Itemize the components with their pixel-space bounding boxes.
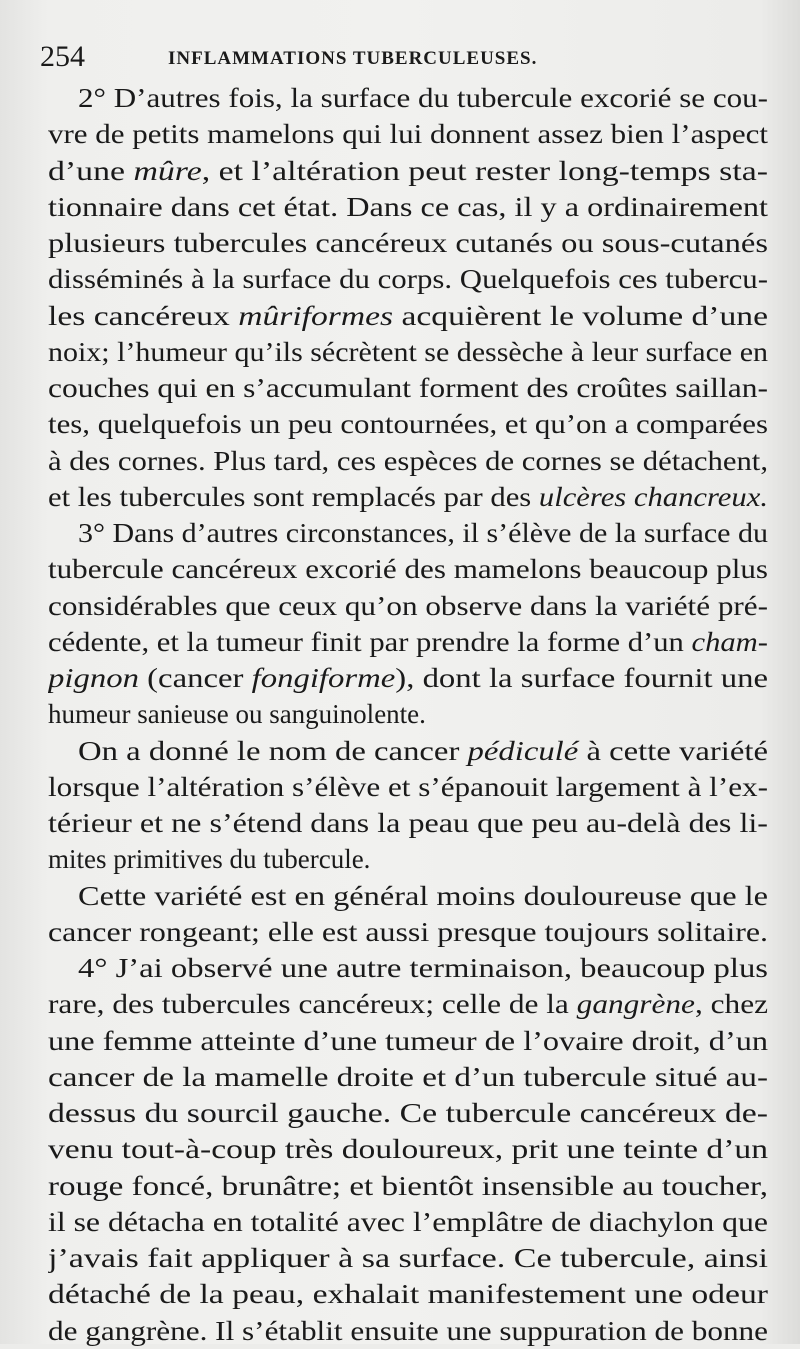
text-run: 2° D’autres fois, la surface du tubercule excorié se cou- <box>78 83 768 113</box>
text-line-content <box>48 1131 768 1167</box>
text-run: couches qui en s’accumulant forment des croûtes saillan- <box>48 373 768 403</box>
italic-text: pignon <box>48 663 139 693</box>
text-run: une femme atteinte d’une tumeur de l’ovaire droit, d’un <box>48 1025 768 1056</box>
text-run: térieur et ne s’étend dans la peau que peu au-delà des li- <box>48 808 768 838</box>
text-line-content <box>48 443 768 479</box>
text-run: disséminés à la surface du corps. Quelquefois ces tubercu- <box>48 264 768 295</box>
text-line <box>48 733 768 769</box>
text-line <box>48 805 768 841</box>
text-line-content <box>48 298 768 334</box>
text-run: On a donné le nom de cancer <box>78 735 468 766</box>
text-run: 3° Dans d’autres circonstances, il s’élève de la surface du <box>78 518 768 548</box>
text-line-content <box>48 1095 768 1131</box>
text-line <box>48 479 768 515</box>
text-run: noix; l’humeur qu’ils sécrètent se dessèche à leur surface en <box>48 336 768 367</box>
text-line-content <box>78 950 768 986</box>
text-run: tubercule cancéreux excorié des mamelons beaucoup plus <box>48 554 768 585</box>
text-line <box>48 1240 768 1276</box>
text-run: acquièrent le volume d’une <box>393 300 768 331</box>
page-header <box>40 40 760 80</box>
text-run: de gangrène. Il s’établit ensuite une suppuration de bonne <box>48 1315 768 1346</box>
italic-text: cham- <box>691 626 768 657</box>
italic-text: ulcères chancreux. <box>538 481 768 512</box>
text-run: il se détacha en totalité avec l’emplâtre de diachylon que <box>48 1206 768 1237</box>
text-line <box>48 1204 768 1240</box>
text-line <box>48 225 768 261</box>
text-line <box>48 261 768 297</box>
text-line <box>48 189 768 225</box>
body-text <box>48 80 768 1349</box>
text-line <box>48 153 768 189</box>
text-line <box>48 334 768 370</box>
text-line-content <box>48 1168 768 1204</box>
text-run: cancer de la mamelle droite et d’un tubercule situé au- <box>48 1061 768 1092</box>
text-line <box>48 696 768 732</box>
text-line <box>48 1023 768 1059</box>
running-title: INFLAMMATIONS TUBERCULEUSES. <box>168 48 538 69</box>
text-line <box>48 406 768 442</box>
text-line-content <box>48 225 768 261</box>
text-line-content <box>48 189 768 225</box>
text-run: vre de petits mamelons qui lui donnent assez bien l’aspect <box>48 119 768 150</box>
text-line-content <box>48 479 768 515</box>
italic-text: fongiforme <box>251 663 396 693</box>
text-line <box>48 841 768 877</box>
text-line <box>48 624 768 660</box>
text-line <box>48 298 768 334</box>
text-run: rouge foncé, brunâtre; et bientôt insensible au toucher, <box>48 1170 768 1201</box>
text-line <box>48 1131 768 1167</box>
text-run: les cancéreux <box>48 300 239 331</box>
text-line-content <box>78 515 768 551</box>
italic-text: mûre <box>133 155 202 186</box>
text-run: tes, quelquefois un peu contournées, et qu’on a comparées <box>48 409 768 440</box>
text-line-content <box>48 841 370 877</box>
text-run: rare, des tubercules cancéreux; celle de la <box>48 989 577 1020</box>
text-line <box>48 1168 768 1204</box>
text-run: , et l’altération peut rester long-temps sta- <box>201 155 768 186</box>
text-run: plusieurs tubercules cancéreux cutanés ou sous-cutanés <box>48 228 768 258</box>
text-run: humeur sanieuse ou sanguinolente. <box>48 699 426 730</box>
text-line <box>48 878 768 914</box>
text-line-content <box>78 733 768 769</box>
text-line <box>48 1059 768 1095</box>
text-line-content <box>48 1313 768 1349</box>
text-line <box>48 443 768 479</box>
text-line-content <box>48 116 768 152</box>
text-line-content <box>48 370 768 406</box>
text-line-content <box>48 1023 768 1059</box>
text-run: considérables que ceux qu’on observe dans la variété pré- <box>48 590 768 621</box>
text-line <box>48 80 768 116</box>
text-run: (cancer <box>138 663 252 693</box>
text-run: j’avais fait appliquer à sa surface. Ce tubercule, ainsi <box>48 1243 768 1273</box>
text-line-content <box>48 769 768 805</box>
text-line <box>48 769 768 805</box>
text-line-content <box>48 914 768 950</box>
text-run: détaché de la peau, exhalait manifestement une odeur <box>48 1279 768 1310</box>
text-line <box>48 551 768 587</box>
text-run: d’une <box>48 155 134 186</box>
text-line <box>48 1095 768 1131</box>
text-line <box>48 116 768 152</box>
text-line-content <box>48 1059 768 1095</box>
text-run: 4° J’ai observé une autre terminaison, beaucoup plus <box>78 953 768 983</box>
text-line <box>48 950 768 986</box>
text-run: à cette variété <box>578 735 768 766</box>
text-run: dessus du sourcil gauche. Ce tubercule cancéreux de- <box>48 1098 768 1128</box>
text-run: cédente, et la tumeur finit par prendre la forme d’un <box>48 626 692 657</box>
text-line-content <box>48 1276 768 1312</box>
text-line <box>48 1276 768 1312</box>
text-line-content <box>48 261 768 297</box>
text-run: cancer rongeant; elle est aussi presque toujours solitaire. <box>48 916 768 947</box>
text-line-content <box>48 153 768 189</box>
text-line-content <box>48 406 768 442</box>
text-run: mites primitives du tubercule. <box>48 844 371 875</box>
text-run: à des cornes. Plus tard, ces espèces de cornes se détachent, <box>48 445 768 476</box>
text-line-content <box>48 588 768 624</box>
text-line-content <box>48 334 768 370</box>
text-line <box>48 986 768 1022</box>
italic-text: gangrène <box>576 989 695 1020</box>
text-line-content <box>48 624 768 660</box>
text-line-content <box>48 986 768 1022</box>
text-line <box>48 1313 768 1349</box>
text-line-content <box>48 1240 768 1276</box>
text-line <box>48 660 768 696</box>
text-line <box>48 370 768 406</box>
text-line-content <box>48 551 768 587</box>
text-line <box>48 515 768 551</box>
italic-text: pédiculé <box>467 735 579 766</box>
text-line-content <box>78 80 768 116</box>
text-line-content <box>48 805 768 841</box>
italic-text: mûriformes <box>238 300 394 331</box>
page-number: 254 <box>40 40 85 73</box>
text-line-content <box>78 878 768 914</box>
text-line-content <box>48 660 768 696</box>
text-run: ), dont la surface fournit une <box>395 663 768 693</box>
text-run: , chez <box>694 989 768 1020</box>
text-run: Cette variété est en général moins douloureuse que le <box>78 880 768 911</box>
text-run: tionnaire dans cet état. Dans ce cas, il y a ordinairement <box>48 191 768 222</box>
text-line-content <box>48 1204 768 1240</box>
text-line <box>48 914 768 950</box>
text-run: lorsque l’altération s’élève et s’épanouit largement à l’ex- <box>48 771 768 802</box>
text-line-content <box>48 696 426 732</box>
text-run: et les tubercules sont remplacés par des <box>48 481 539 512</box>
text-run: venu tout-à-coup très douloureux, prit une teinte d’un <box>48 1134 768 1165</box>
text-line <box>48 588 768 624</box>
